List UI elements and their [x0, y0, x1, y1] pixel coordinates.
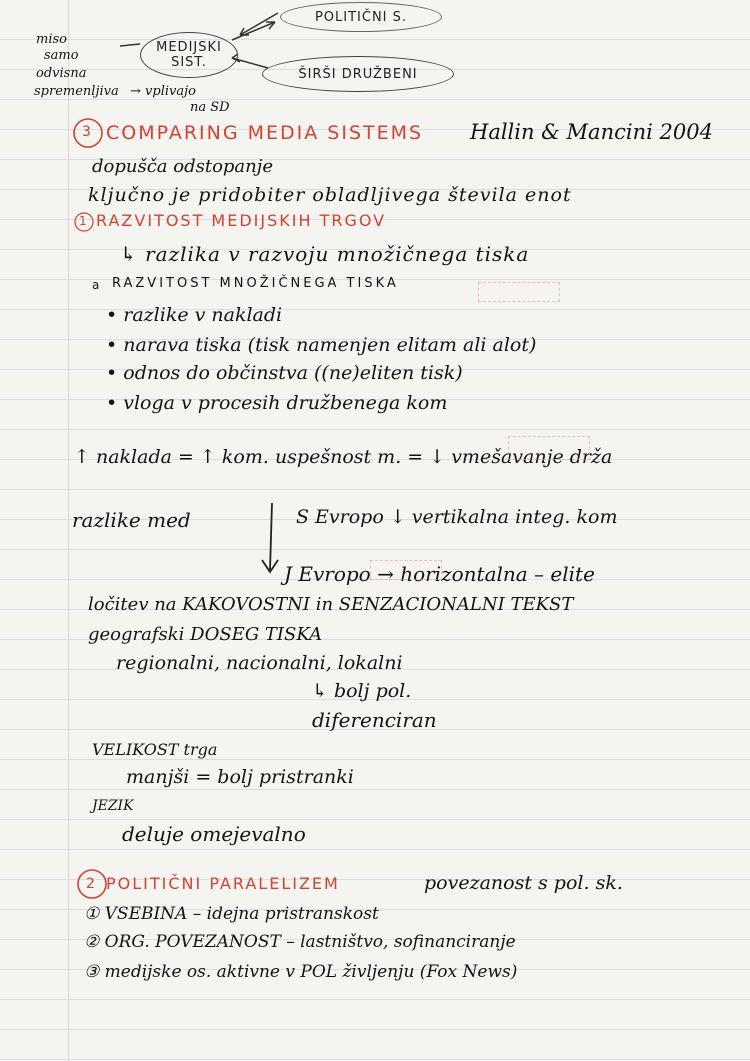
b-line: ločitev na KAKOVOSTNI in SENZACIONALNI TEKST	[88, 594, 574, 615]
bleed-box	[370, 560, 442, 580]
arrow-note: → vplivajo	[130, 84, 196, 99]
c-line-2: regionalni, nacionalni, lokalni	[116, 652, 403, 674]
section-2-number: 2	[86, 876, 96, 892]
bullet-1: • razlike v nakladi	[106, 304, 283, 326]
s-evropo-line: S Evropo ↓ vertikalna integ. kom	[296, 506, 618, 528]
left-note-2: samo	[44, 48, 79, 63]
c-line-4: diferenciran	[312, 708, 437, 732]
bullet-3: • odnos do občinstva ((ne)eliten tisk)	[106, 362, 463, 384]
sirsi-druzbeni-label: ŠIRŠI DRUŽBENI	[298, 66, 418, 82]
bullet-4-text: vloga v procesih družbenega kom	[123, 392, 448, 414]
left-note-4: spremenljiva	[34, 84, 119, 99]
d-line-2: manjši = bolj pristranki	[126, 766, 354, 788]
sub-1-number: 1	[79, 214, 88, 228]
section-2-item-3: ③ medijske os. aktivne v POL življenju (Fox News)	[84, 962, 518, 982]
naklada-line: ↑ naklada = ↑ kom. uspešnost m. = ↓ vmešavanje drža	[74, 446, 613, 468]
c-line-3: ↳ bolj pol.	[312, 680, 412, 702]
left-note-1: miso	[36, 32, 67, 47]
line-dopusca: dopušča odstopanje	[92, 156, 273, 177]
medijski-sistem-label: MEDIJSKI SIST.	[156, 40, 222, 70]
sub-1-title: RAZVITOST MEDIJSKIH TRGOV	[96, 211, 387, 230]
c-line-1: geografski DOSEG TISKA	[88, 624, 323, 645]
section-3-authors: Hallin & Mancini 2004	[470, 120, 713, 144]
sub-1-line: ↳ razlika v razvoju množičnega tiska	[120, 242, 530, 266]
bullet-2-text: narava tiska (tisk namenjen elitam ali alot)	[123, 334, 537, 356]
a-title: RAZVITOST MNOŽIČNEGA TISKA	[112, 276, 399, 291]
arrow-note-2: na SD	[190, 100, 230, 115]
politicni-sistem-label: POLITIČNI S.	[314, 9, 408, 25]
line-kljucno: ključno je pridobiter obladljivega števila enot	[88, 184, 572, 206]
section-2-title: POLITIČNI PARALELIZEM	[106, 874, 340, 893]
sirsi-druzbeni-bubble	[262, 56, 454, 92]
medijski-sistem-bubble	[140, 32, 238, 78]
bullet-4: • vloga v procesih družbenega kom	[106, 392, 448, 414]
section-3-number: 3	[82, 124, 92, 140]
bleed-box	[508, 436, 590, 460]
e-line-1: JEZIK	[92, 798, 134, 814]
section-3-title: COMPARING MEDIA SISTEMS	[106, 122, 424, 144]
bullet-1-text: razlike v nakladi	[123, 304, 283, 326]
e-line-2: deluje omejevalno	[122, 822, 306, 846]
section-2-item-1: ① VSEBINA – idejna pristranskost	[84, 904, 379, 924]
razlike-line: razlike med	[72, 508, 191, 532]
bullet-2: • narava tiska (tisk namenjen elitam ali alot)	[106, 334, 537, 356]
bullet-3-text: odnos do občinstva ((ne)eliten tisk)	[123, 362, 463, 384]
section-2-item-2: ② ORG. POVEZANOST – lastništvo, sofinanciranje	[84, 932, 516, 952]
d-line-1: VELIKOST trga	[92, 740, 218, 759]
left-note-3: odvisna	[36, 66, 87, 81]
politicni-sistem-bubble	[280, 2, 442, 32]
section-2-tail: povezanost s pol. sk.	[424, 872, 623, 894]
j-evropo-line: J Evropo → horizontalna – elite	[284, 562, 595, 586]
bleed-box	[478, 282, 560, 302]
a-number: a	[92, 278, 101, 292]
